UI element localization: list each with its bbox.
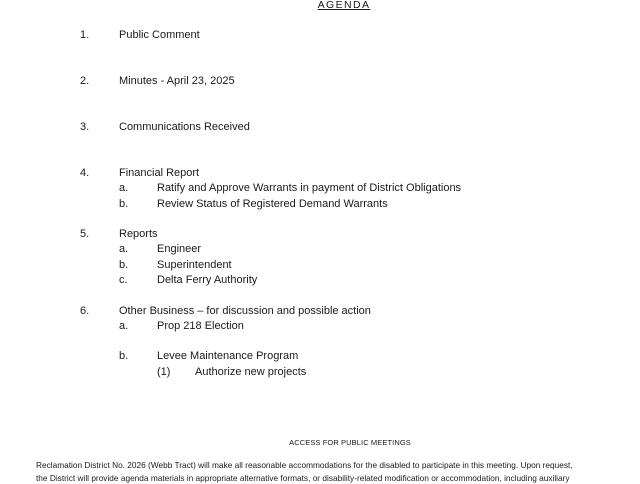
agenda-item-number: 2. [80, 75, 89, 87]
agenda-item-reports: Reports [119, 228, 158, 240]
sub-item-letter: b. [119, 350, 128, 362]
agenda-item-other-business: Other Business – for discussion and possible action [119, 305, 371, 317]
sub-item-letter: a. [119, 243, 128, 255]
sub-item-letter: c. [119, 274, 128, 286]
sub-item-letter: a. [119, 182, 128, 194]
sub-item-prop-218: Prop 218 Election [157, 320, 244, 332]
sub-item-superintendent: Superintendent [157, 259, 232, 271]
sub-item-engineer: Engineer [157, 243, 201, 255]
sub-sub-item-number: (1) [157, 366, 170, 378]
page-title: AGENDA [0, 0, 640, 11]
agenda-item-communications: Communications Received [119, 121, 250, 133]
agenda-item-number: 1. [80, 29, 89, 41]
sub-item-levee-maintenance: Levee Maintenance Program [157, 350, 298, 362]
agenda-item-financial-report: Financial Report [119, 167, 199, 179]
access-heading: ACCESS FOR PUBLIC MEETINGS [0, 438, 640, 447]
agenda-item-number: 4. [80, 167, 89, 179]
agenda-item-minutes: Minutes - April 23, 2025 [119, 75, 235, 87]
access-paragraph [36, 459, 640, 484]
sub-item-letter: b. [119, 259, 128, 271]
sub-item-review-warrants: Review Status of Registered Demand Warrants [157, 198, 388, 210]
agenda-item-number: 3. [80, 121, 89, 133]
agenda-item-public-comment: Public Comment [119, 29, 200, 41]
sub-item-letter: b. [119, 198, 128, 210]
access-line-1: Reclamation District No. 2026 (Webb Tract) will make all reasonable accommodations for the disabled to participate in this meeting. Upon request, [36, 459, 640, 472]
access-line-2: the District will provide agenda materials in appropriate alternative formats, or disability-related modification or accommodation, including auxiliary [36, 472, 640, 484]
sub-item-letter: a. [119, 320, 128, 332]
sub-item-delta-ferry: Delta Ferry Authority [157, 274, 257, 286]
sub-sub-item-authorize-projects: Authorize new projects [195, 366, 306, 378]
sub-item-ratify-warrants: Ratify and Approve Warrants in payment of District Obligations [157, 182, 461, 194]
agenda-item-number: 5. [80, 228, 89, 240]
agenda-item-number: 6. [80, 305, 89, 317]
